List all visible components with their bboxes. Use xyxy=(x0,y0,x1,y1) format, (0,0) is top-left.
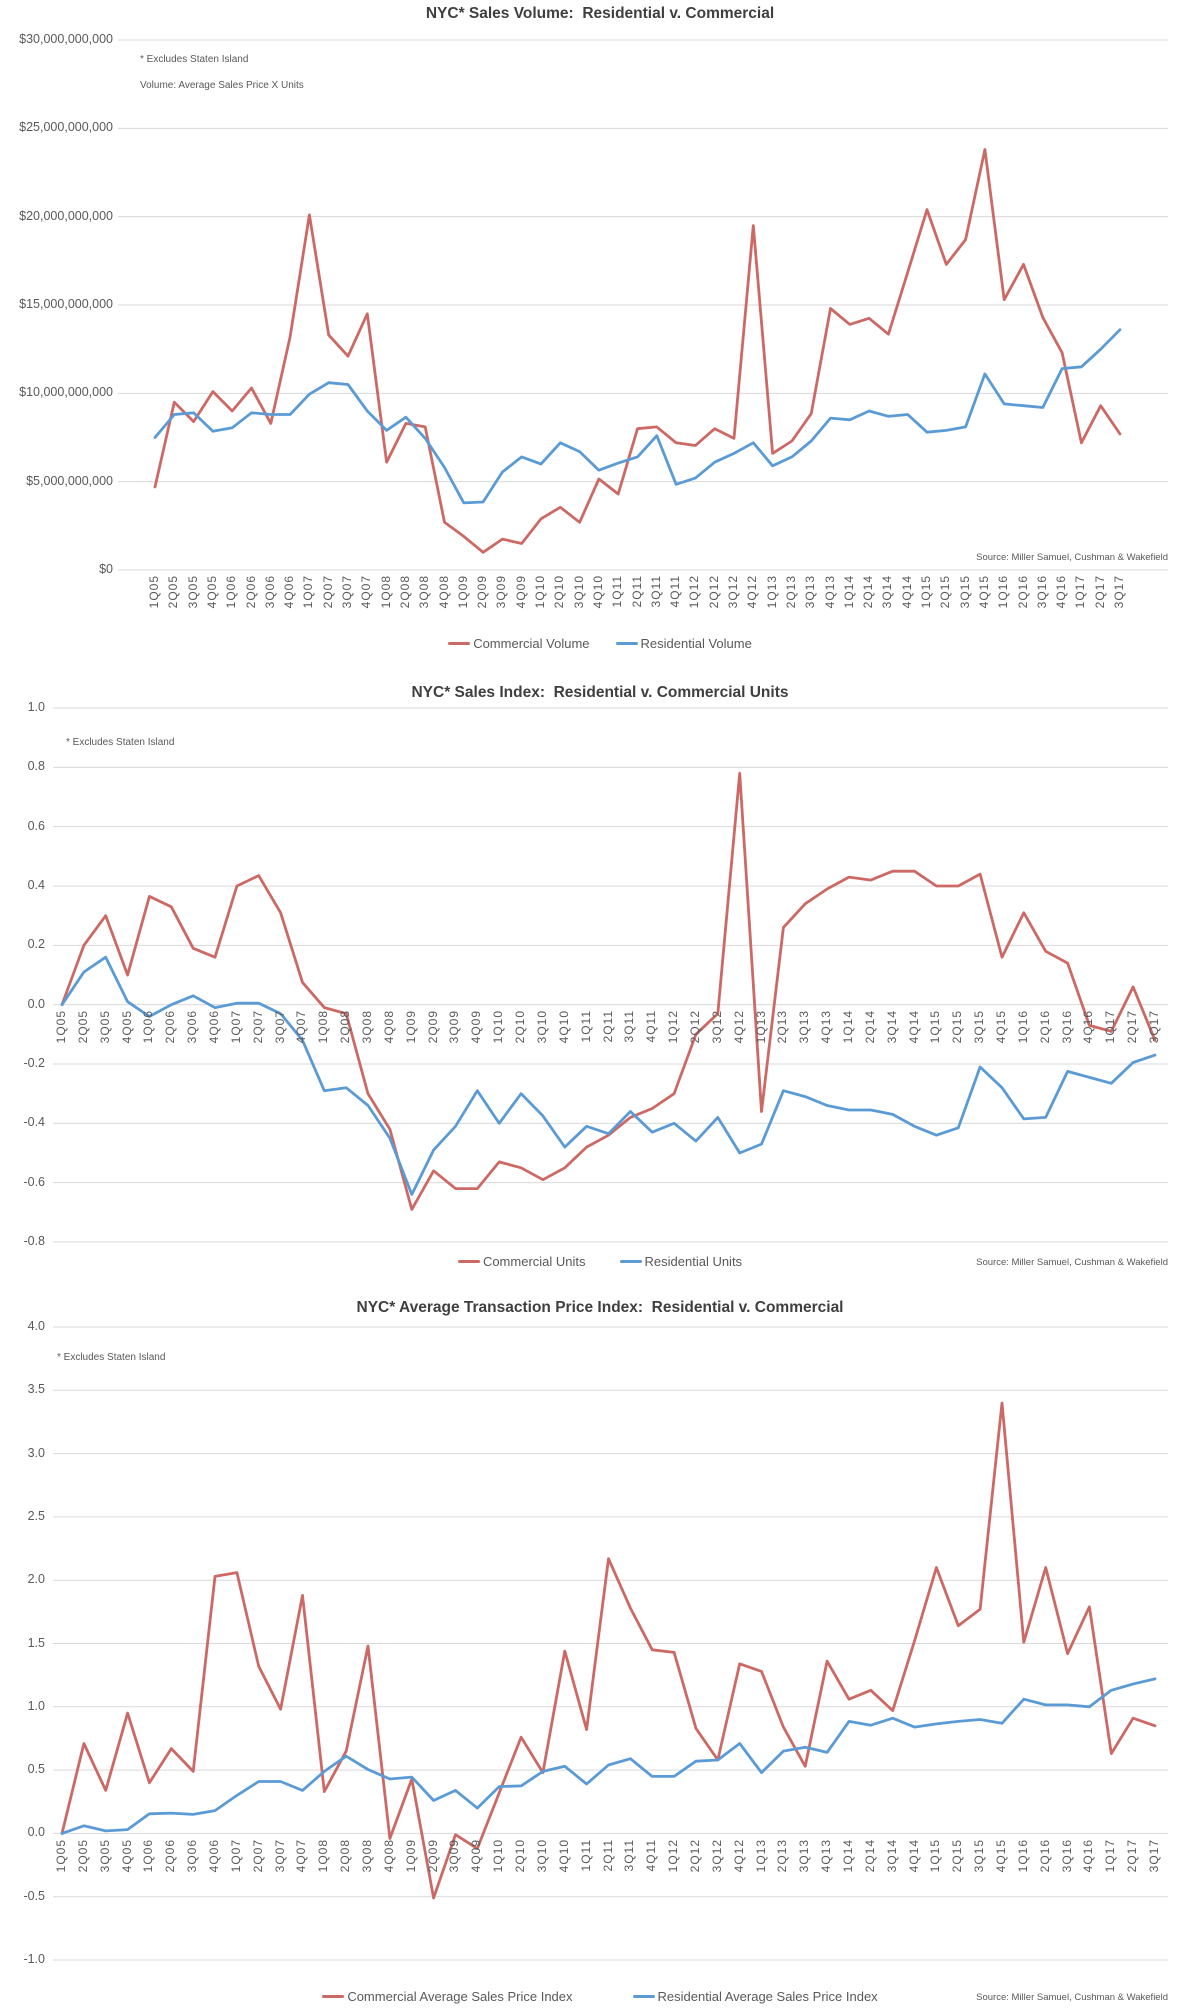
legend-line-swatch xyxy=(633,1995,655,1999)
volume-chart-legend xyxy=(0,636,1200,651)
x-axis-tick-label: 3Q16 xyxy=(1059,1839,1074,1873)
x-axis-tick-label: 3Q11 xyxy=(622,1839,637,1872)
x-axis-tick-label: 1Q07 xyxy=(301,575,316,609)
price-index-chart-legend xyxy=(0,1989,1200,2004)
x-axis-tick-label: 4Q11 xyxy=(644,1839,659,1872)
legend-label: Residential Units xyxy=(644,1254,743,1269)
x-axis-tick-label: 3Q11 xyxy=(648,575,663,608)
x-axis-tick-label: 3Q13 xyxy=(797,1839,812,1873)
x-axis-tick-label: 1Q10 xyxy=(533,575,547,609)
x-axis-tick-label: 2Q15 xyxy=(950,1010,965,1044)
x-axis-tick-label: 2Q10 xyxy=(513,1010,528,1044)
x-axis-tick-label: 2Q06 xyxy=(243,575,258,609)
y-axis-tick-label: $15,000,000,000 xyxy=(19,296,113,311)
x-axis-tick-label: 1Q14 xyxy=(840,1839,855,1873)
y-axis-tick-label: 0.0 xyxy=(27,1825,45,1840)
residential-average-sales-price-index-line xyxy=(62,1679,1155,1834)
x-axis-tick-label: 3Q12 xyxy=(726,575,740,609)
x-axis-tick-label: 1Q12 xyxy=(666,1010,681,1044)
x-axis-tick-label: 2Q07 xyxy=(250,1010,265,1044)
x-axis-tick-label: 1Q15 xyxy=(919,575,933,609)
y-axis-tick-label: 2.0 xyxy=(27,1572,45,1587)
y-axis-tick-label: $20,000,000,000 xyxy=(19,208,113,223)
y-axis-tick-label: $5,000,000,000 xyxy=(26,473,113,488)
x-axis-tick-label: 4Q16 xyxy=(1054,575,1069,609)
chart-footnote: * Excludes Staten Island xyxy=(57,1352,166,1363)
x-axis-tick-label: 3Q06 xyxy=(262,575,277,609)
commercial-units-line xyxy=(62,773,1155,1209)
y-axis-tick-label: 0.0 xyxy=(27,996,45,1011)
x-axis-tick-label: 4Q15 xyxy=(976,575,991,609)
legend-line-swatch xyxy=(322,1995,344,1999)
x-axis-tick-label: 1Q10 xyxy=(491,1839,506,1873)
x-axis-tick-label: 3Q07 xyxy=(272,1839,287,1873)
x-axis-tick-label: 4Q05 xyxy=(119,1839,134,1873)
sales-index-chart-legend xyxy=(0,1254,1200,1269)
x-axis-tick-label: 3Q07 xyxy=(272,1010,287,1044)
legend-line-swatch xyxy=(616,642,638,646)
x-axis-tick-label: 2Q08 xyxy=(338,1839,353,1873)
x-axis-tick-label: 1Q13 xyxy=(764,575,779,609)
legend-line-swatch xyxy=(620,1260,642,1264)
commercial-volume-line xyxy=(155,150,1120,553)
x-axis-tick-label: 1Q08 xyxy=(378,575,393,609)
legend-item xyxy=(322,1989,572,2004)
x-axis-tick-label: 2Q05 xyxy=(75,1839,90,1873)
x-axis-tick-label: 2Q17 xyxy=(1125,1839,1140,1873)
x-axis-tick-label: 4Q11 xyxy=(668,575,683,608)
source-note-sales-index: Source: Miller Samuel, Cushman & Wakefield xyxy=(976,1257,1168,1268)
x-axis-tick-label: 1Q15 xyxy=(928,1010,943,1044)
x-axis-tick-label: 4Q16 xyxy=(1081,1010,1096,1044)
chart-footnote: * Excludes Staten Island xyxy=(140,54,249,65)
x-axis-tick-label: 1Q06 xyxy=(141,1839,156,1873)
x-axis-tick-label: 3Q09 xyxy=(447,1839,462,1873)
x-axis-tick-label: 1Q10 xyxy=(491,1010,506,1044)
chart-footnote: Volume: Average Sales Price X Units xyxy=(140,80,304,91)
x-axis-tick-label: 2Q11 xyxy=(600,1839,615,1872)
x-axis-tick-label: 2Q13 xyxy=(783,575,798,609)
x-axis-tick-label: 4Q15 xyxy=(993,1010,1008,1044)
y-axis-tick-label: 0.4 xyxy=(27,877,45,892)
x-axis-tick-label: 2Q10 xyxy=(552,575,567,609)
x-axis-tick-label: 4Q08 xyxy=(381,1839,396,1873)
x-axis-tick-label: 2Q09 xyxy=(475,575,490,609)
x-axis-tick-label: 4Q06 xyxy=(282,575,297,609)
x-axis-tick-label: 2Q09 xyxy=(425,1839,440,1873)
x-axis-tick-label: 1Q05 xyxy=(147,575,161,609)
y-axis-tick-label: $0 xyxy=(99,561,113,576)
x-axis-tick-label: 4Q06 xyxy=(207,1010,222,1044)
x-axis-tick-label: 2Q17 xyxy=(1092,575,1107,609)
legend-label: Commercial Average Sales Price Index xyxy=(347,1989,573,2004)
x-axis-tick-label: 3Q15 xyxy=(957,575,972,609)
x-axis-tick-label: 3Q14 xyxy=(884,1010,899,1044)
y-axis-tick-label: 3.0 xyxy=(27,1445,45,1460)
x-axis-tick-label: 1Q05 xyxy=(54,1010,68,1044)
x-axis-tick-label: 1Q11 xyxy=(578,1010,593,1043)
x-axis-tick-label: 4Q14 xyxy=(899,575,914,609)
x-axis-tick-label: 4Q08 xyxy=(381,1010,396,1044)
x-axis-tick-label: 4Q05 xyxy=(204,575,219,609)
y-axis-tick-label: $25,000,000,000 xyxy=(19,120,113,135)
x-axis-tick-label: 2Q08 xyxy=(338,1010,353,1044)
x-axis-tick-label: 1Q17 xyxy=(1103,1010,1118,1044)
y-axis-tick-label: 4.0 xyxy=(27,1319,45,1333)
x-axis-tick-label: 2Q17 xyxy=(1125,1010,1140,1044)
x-axis-tick-label: 1Q07 xyxy=(228,1010,243,1044)
y-axis-tick-label: 1.5 xyxy=(27,1635,45,1650)
x-axis-tick-label: 3Q12 xyxy=(709,1839,724,1873)
x-axis-tick-label: 3Q05 xyxy=(97,1010,112,1044)
x-axis-tick-label: 3Q06 xyxy=(185,1839,200,1873)
x-axis-tick-label: 2Q11 xyxy=(629,575,644,608)
x-axis-tick-label: 4Q13 xyxy=(819,1839,834,1873)
price-index-chart-title: NYC* Average Transaction Price Index: Residential v. Commercial xyxy=(356,1299,844,1316)
x-axis-tick-label: 3Q08 xyxy=(360,1010,375,1044)
y-axis-tick-label: 3.5 xyxy=(27,1382,45,1397)
legend-label: Residential Average Sales Price Index xyxy=(657,1989,878,2004)
x-axis-tick-label: 4Q09 xyxy=(513,575,528,609)
x-axis-tick-label: 4Q10 xyxy=(556,1839,571,1873)
x-axis-tick-label: 3Q08 xyxy=(417,575,432,609)
source-note-volume: Source: Miller Samuel, Cushman & Wakefield xyxy=(976,552,1168,563)
x-axis-tick-label: 3Q12 xyxy=(709,1010,724,1044)
x-axis-tick-label: 4Q05 xyxy=(119,1010,134,1044)
x-axis-tick-label: 1Q06 xyxy=(141,1010,156,1044)
x-axis-tick-label: 2Q12 xyxy=(687,1010,702,1044)
x-axis-tick-label: 2Q13 xyxy=(775,1839,790,1873)
x-axis-tick-label: 1Q16 xyxy=(996,575,1011,609)
x-axis-tick-label: 2Q05 xyxy=(75,1010,90,1044)
x-axis-tick-label: 1Q14 xyxy=(840,1010,855,1044)
x-axis-tick-label: 4Q08 xyxy=(436,575,451,609)
x-axis-tick-label: 4Q07 xyxy=(294,1839,309,1873)
x-axis-tick-label: 3Q05 xyxy=(185,575,200,609)
y-axis-tick-label: -0.4 xyxy=(23,1115,45,1130)
x-axis-tick-label: 2Q14 xyxy=(862,1839,877,1873)
source-note-price-index: Source: Miller Samuel, Cushman & Wakefield xyxy=(976,1992,1168,2003)
x-axis-tick-label: 1Q13 xyxy=(753,1839,768,1873)
x-axis-tick-label: 1Q16 xyxy=(1015,1839,1030,1873)
x-axis-tick-label: 1Q17 xyxy=(1103,1839,1118,1873)
x-axis-tick-label: 3Q11 xyxy=(622,1010,637,1043)
x-axis-tick-label: 3Q07 xyxy=(340,575,354,609)
x-axis-tick-label: 1Q17 xyxy=(1073,575,1088,609)
x-axis-tick-label: 4Q12 xyxy=(731,1839,746,1873)
y-axis-tick-label: 1.0 xyxy=(27,1698,45,1713)
legend-item xyxy=(620,1254,743,1269)
y-axis-tick-label: 0.8 xyxy=(27,759,45,774)
x-axis-tick-label: 2Q15 xyxy=(938,575,953,609)
x-axis-tick-label: 3Q16 xyxy=(1059,1010,1074,1044)
x-axis-tick-label: 3Q17 xyxy=(1147,1010,1161,1044)
legend-line-swatch xyxy=(458,1260,480,1264)
x-axis-tick-label: 1Q13 xyxy=(753,1010,768,1044)
x-axis-tick-label: 2Q09 xyxy=(425,1010,440,1044)
x-axis-tick-label: 4Q16 xyxy=(1081,1839,1096,1873)
y-axis-tick-label: -0.5 xyxy=(23,1888,45,1903)
x-axis-tick-label: 3Q10 xyxy=(571,575,586,609)
x-axis-tick-label: 1Q09 xyxy=(403,1839,418,1873)
legend-label: Commercial Volume xyxy=(473,636,590,651)
x-axis-tick-label: 1Q11 xyxy=(610,575,625,608)
x-axis-tick-label: 1Q07 xyxy=(228,1839,243,1873)
chart-footnote: * Excludes Staten Island xyxy=(66,737,175,748)
x-axis-tick-label: 4Q11 xyxy=(644,1010,659,1043)
x-axis-tick-label: 2Q14 xyxy=(861,575,876,609)
legend-item xyxy=(458,1254,586,1269)
x-axis-tick-label: 1Q12 xyxy=(666,1839,681,1873)
x-axis-tick-label: 4Q07 xyxy=(294,1010,309,1044)
x-axis-tick-label: 2Q07 xyxy=(320,575,335,609)
x-axis-tick-label: 4Q14 xyxy=(906,1839,921,1873)
x-axis-tick-label: 3Q13 xyxy=(803,575,818,609)
x-axis-tick-label: 2Q16 xyxy=(1015,575,1030,609)
x-axis-tick-label: 1Q08 xyxy=(316,1010,331,1044)
x-axis-tick-label: 2Q10 xyxy=(513,1839,528,1873)
x-axis-tick-label: 4Q13 xyxy=(822,575,837,609)
x-axis-tick-label: 3Q10 xyxy=(534,1010,549,1044)
x-axis-tick-label: 4Q10 xyxy=(590,575,605,609)
x-axis-tick-label: 1Q12 xyxy=(687,575,702,609)
x-axis-tick-label: 3Q13 xyxy=(797,1010,812,1044)
legend-item xyxy=(633,1989,878,2004)
x-axis-tick-label: 2Q15 xyxy=(950,1839,965,1873)
x-axis-tick-label: 4Q07 xyxy=(359,575,374,609)
x-axis-tick-label: 1Q09 xyxy=(403,1010,418,1044)
sales-index-chart-title: NYC* Sales Index: Residential v. Commercial Units xyxy=(411,684,789,701)
x-axis-tick-label: 1Q14 xyxy=(841,575,856,609)
x-axis-tick-label: 1Q09 xyxy=(455,575,470,609)
legend-label: Residential Volume xyxy=(640,636,752,651)
x-axis-tick-label: 1Q06 xyxy=(224,575,239,609)
y-axis-tick-label: -0.6 xyxy=(23,1174,45,1189)
x-axis-tick-label: 1Q16 xyxy=(1015,1010,1030,1044)
x-axis-tick-label: 3Q09 xyxy=(494,575,509,609)
x-axis-tick-label: 3Q10 xyxy=(534,1839,549,1873)
x-axis-tick-label: 1Q08 xyxy=(316,1839,331,1873)
x-axis-tick-label: 3Q14 xyxy=(884,1839,899,1873)
x-axis-tick-label: 2Q14 xyxy=(862,1010,877,1044)
x-axis-tick-label: 3Q17 xyxy=(1147,1839,1161,1873)
x-axis-tick-label: 1Q11 xyxy=(578,1839,593,1872)
x-axis-tick-label: 2Q06 xyxy=(163,1839,178,1873)
x-axis-tick-label: 3Q17 xyxy=(1112,575,1126,609)
x-axis-tick-label: 2Q12 xyxy=(687,1839,702,1873)
x-axis-tick-label: 3Q16 xyxy=(1034,575,1049,609)
residential-units-line xyxy=(62,957,1155,1194)
y-axis-tick-label: 0.6 xyxy=(27,818,45,833)
x-axis-tick-label: 2Q05 xyxy=(166,575,181,609)
sales-volume-chart-title: NYC* Sales Volume: Residential v. Commercial xyxy=(425,5,775,22)
x-axis-tick-label: 2Q16 xyxy=(1037,1839,1052,1873)
y-axis-tick-label: -1.0 xyxy=(23,1952,45,1966)
x-axis-tick-label: 2Q13 xyxy=(775,1010,790,1044)
x-axis-tick-label: 4Q09 xyxy=(469,1839,484,1873)
y-axis-tick-label: -0.2 xyxy=(23,1055,45,1070)
residential-volume-line xyxy=(155,330,1120,503)
x-axis-tick-label: 3Q14 xyxy=(880,575,895,609)
x-axis-tick-label: 2Q06 xyxy=(163,1010,178,1044)
x-axis-tick-label: 1Q15 xyxy=(928,1839,943,1873)
legend-item xyxy=(448,636,589,651)
x-axis-tick-label: 3Q15 xyxy=(972,1839,987,1873)
y-axis-tick-label: 2.5 xyxy=(27,1508,45,1523)
x-axis-tick-label: 4Q10 xyxy=(556,1010,571,1044)
x-axis-tick-label: 4Q09 xyxy=(469,1010,484,1044)
legend-label: Commercial Units xyxy=(482,1254,586,1269)
x-axis-tick-label: 2Q12 xyxy=(706,575,721,609)
x-axis-tick-label: 4Q14 xyxy=(906,1010,921,1044)
commercial-average-sales-price-index-line xyxy=(62,1403,1155,1898)
x-axis-tick-label: 4Q12 xyxy=(731,1010,746,1044)
x-axis-tick-label: 4Q13 xyxy=(819,1010,834,1044)
legend-item xyxy=(616,636,752,651)
x-axis-tick-label: 1Q05 xyxy=(54,1839,68,1873)
x-axis-tick-label: 3Q15 xyxy=(972,1010,987,1044)
x-axis-tick-label: 3Q05 xyxy=(97,1839,112,1873)
x-axis-tick-label: 3Q08 xyxy=(360,1839,375,1873)
x-axis-tick-label: 3Q09 xyxy=(447,1010,462,1044)
x-axis-tick-label: 2Q08 xyxy=(397,575,412,609)
y-axis-tick-label: 0.2 xyxy=(27,937,45,952)
y-axis-tick-label: 1.0 xyxy=(27,700,45,714)
x-axis-tick-label: 3Q06 xyxy=(185,1010,200,1044)
x-axis-tick-label: 2Q11 xyxy=(600,1010,615,1043)
x-axis-tick-label: 4Q12 xyxy=(745,575,760,609)
x-axis-tick-label: 2Q16 xyxy=(1037,1010,1052,1044)
y-axis-tick-label: $30,000,000,000 xyxy=(19,32,113,46)
y-axis-tick-label: -0.8 xyxy=(23,1233,45,1248)
y-axis-tick-label: $10,000,000,000 xyxy=(19,385,113,400)
y-axis-tick-label: 0.5 xyxy=(27,1762,45,1777)
x-axis-tick-label: 4Q06 xyxy=(207,1839,222,1873)
x-axis-tick-label: 2Q07 xyxy=(250,1839,265,1873)
x-axis-tick-label: 4Q15 xyxy=(993,1839,1008,1873)
legend-line-swatch xyxy=(448,642,470,646)
